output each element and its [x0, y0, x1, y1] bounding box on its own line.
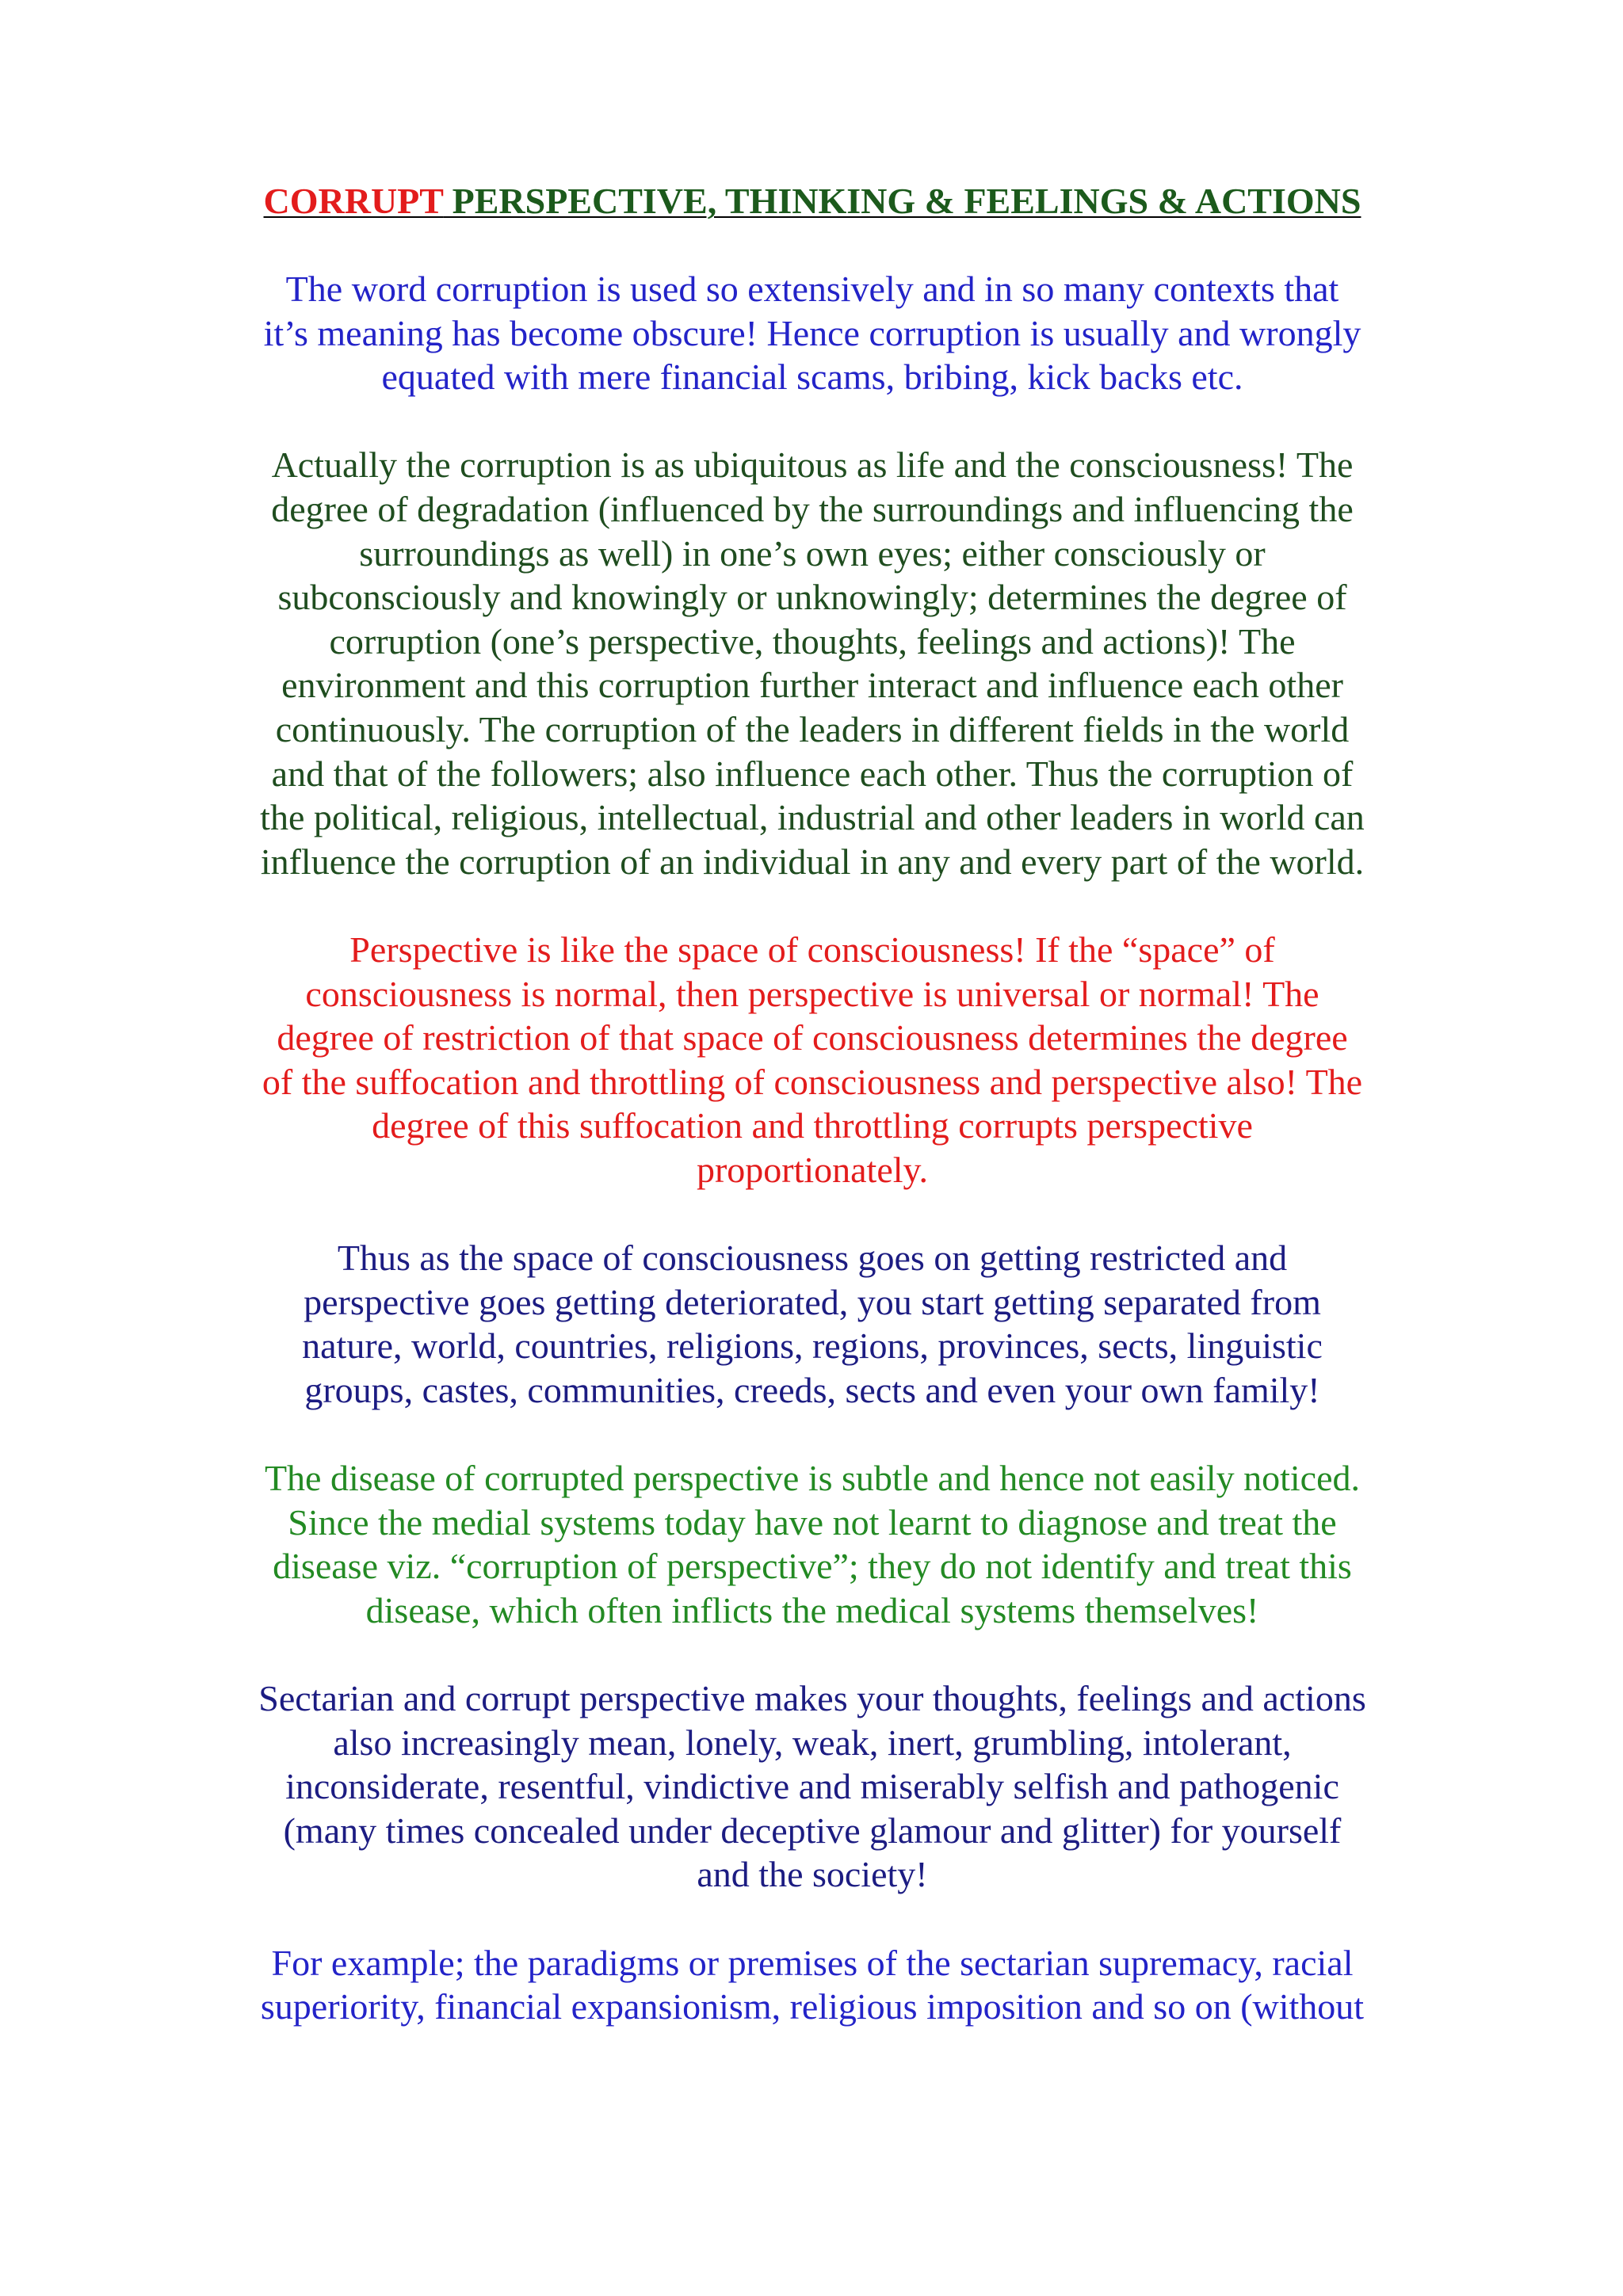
paragraph-line: groups, castes, communities, creeds, sects and even your own family! [304, 1369, 1320, 1410]
paragraph-line: Since the medial systems today have not learnt to diagnose and treat the [288, 1501, 1337, 1543]
paragraph-line: influence the corruption of an individual in any and every part of the world. [260, 841, 1365, 882]
paragraph-line: For example; the paradigms or premises of the sectarian supremacy, racial [271, 1942, 1354, 1983]
paragraph-line: Actually the corruption is as ubiquitous as life and the consciousness! The [271, 444, 1354, 486]
paragraph-line: equated with mere financial scams, bribing, kick backs etc. [381, 357, 1243, 398]
paragraph-7 [214, 1941, 1411, 2029]
paragraph-line: degree of restriction of that space of consciousness determines the degree [277, 1017, 1348, 1058]
paragraph-line: consciousness is normal, then perspective is universal or normal! The [305, 973, 1319, 1014]
paragraph-5 [214, 1456, 1411, 1632]
paragraph-line: superiority, financial expansionism, religious imposition and so on (without [260, 1986, 1365, 2027]
paragraph-line: proportionately. [696, 1149, 929, 1190]
paragraph-line: degree of this suffocation and throttling corrupts perspective [372, 1105, 1253, 1146]
paragraph-line: The disease of corrupted perspective is subtle and hence not easily noticed. [264, 1458, 1361, 1499]
paragraph-line: inconsiderate, resentful, vindictive and miserably selfish and pathogenic [285, 1766, 1339, 1807]
paragraph-line: environment and this corruption further interact and influence each other [281, 665, 1343, 706]
paragraph-2 [214, 443, 1411, 883]
paragraph-line: also increasingly mean, lonely, weak, inert, grumbling, intolerant, [333, 1722, 1292, 1763]
paragraph-6 [214, 1676, 1411, 1897]
paragraph-line: Perspective is like the space of consciousness! If the “space” of [349, 929, 1275, 970]
document-title [214, 179, 1411, 223]
paragraph-line: continuously. The corruption of the leaders in different fields in the world [275, 708, 1350, 749]
paragraph-line: corruption (one’s perspective, thoughts, feelings and actions)! The [329, 620, 1296, 662]
paragraph-line: of the suffocation and throttling of consciousness and perspective also! The [262, 1061, 1363, 1102]
title-rest: PERSPECTIVE, THINKING & FEELINGS & ACTIONS [443, 181, 1361, 221]
paragraph-line: disease viz. “corruption of perspective”; they do not identify and treat this [273, 1546, 1352, 1587]
title-word-corrupt: CORRUPT [263, 181, 444, 221]
paragraph-line: Thus as the space of consciousness goes on getting restricted and [337, 1238, 1288, 1279]
paragraph-line: Sectarian and corrupt perspective makes your thoughts, feelings and actions [258, 1678, 1366, 1718]
paragraph-line: subconsciously and knowingly or unknowingly; determines the degree of [277, 577, 1347, 618]
paragraph-line: perspective goes getting deteriorated, you start getting separated from [304, 1281, 1321, 1322]
paragraph-line: The word corruption is used so extensively and in so many contexts that [285, 269, 1339, 309]
paragraph-line: and the society! [697, 1854, 928, 1895]
paragraph-line: disease, which often inflicts the medical systems themselves! [365, 1589, 1259, 1630]
paragraph-line: nature, world, countries, religions, regions, provinces, sects, linguistic [302, 1325, 1323, 1367]
paragraph-line: it’s meaning has become obscure! Hence corruption is usually and wrongly [263, 312, 1361, 353]
paragraph-line: (many times concealed under deceptive glamour and glitter) for yourself [283, 1810, 1342, 1851]
paragraph-4 [214, 1236, 1411, 1412]
paragraph-3 [214, 928, 1411, 1192]
paragraph-line: and that of the followers; also influence each other. Thus the corruption of [271, 753, 1354, 794]
paragraph-line: degree of degradation (influenced by the surroundings and influencing the [271, 488, 1354, 529]
paragraph-line: surroundings as well) in one’s own eyes; either consciously or [359, 532, 1266, 574]
document-body [214, 179, 1411, 2029]
paragraph-line: the political, religious, intellectual, industrial and other leaders in world can [260, 797, 1365, 838]
paragraph-1 [214, 267, 1411, 399]
